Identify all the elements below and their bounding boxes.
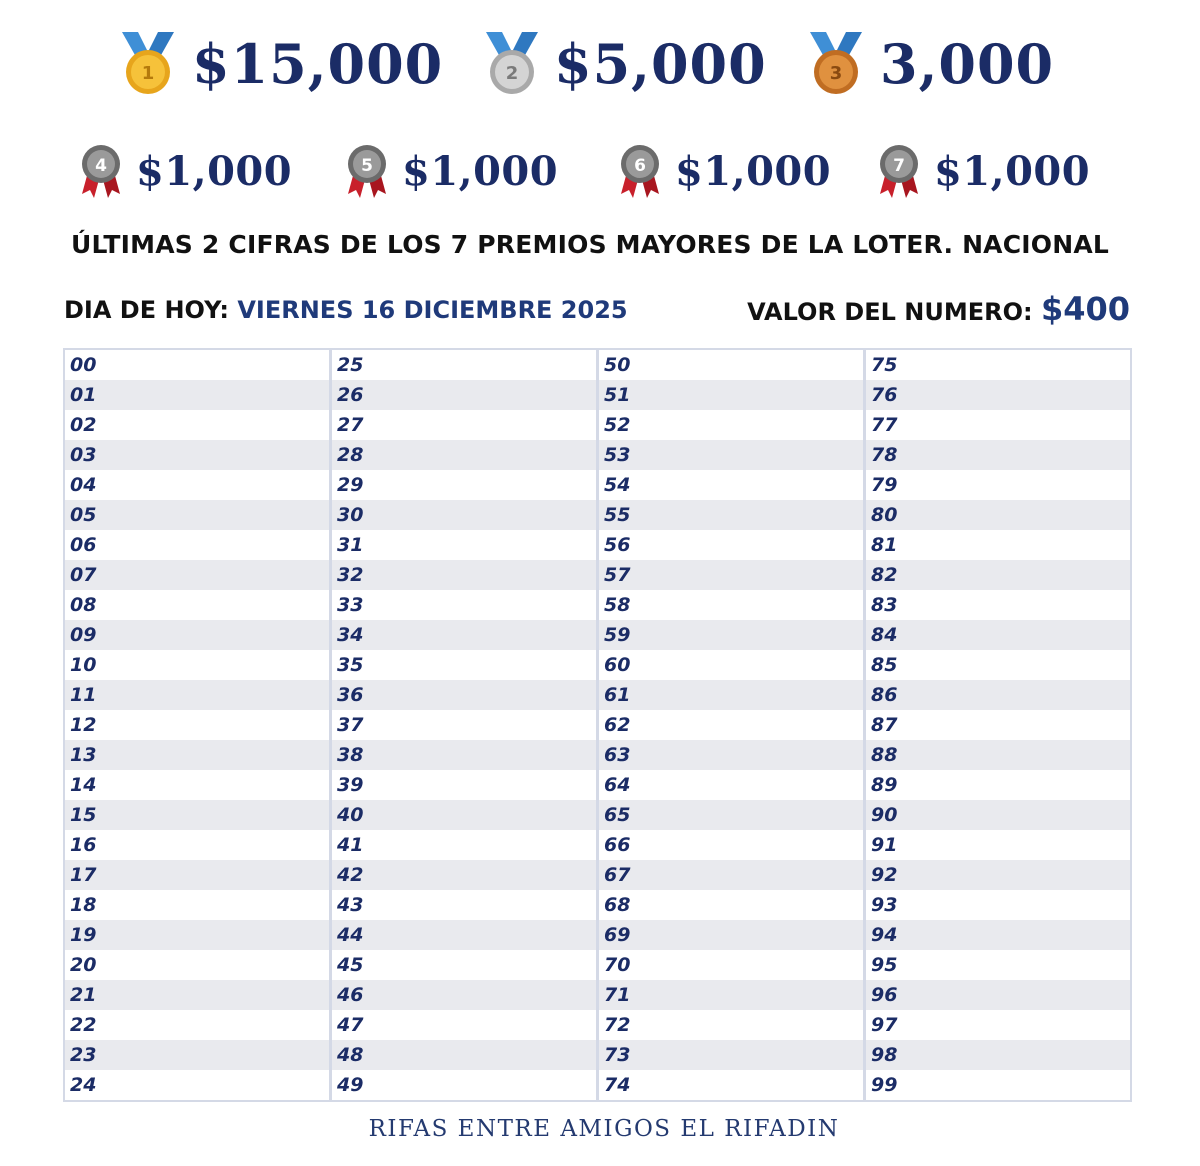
ribbon-medal-5-icon bbox=[344, 142, 390, 200]
ribbon-medal-6-icon bbox=[617, 142, 663, 200]
svg-text:1: 1 bbox=[141, 63, 155, 84]
number-cell[interactable]: 48 bbox=[332, 1040, 596, 1070]
number-cell[interactable]: 24 bbox=[70, 1074, 97, 1096]
number-cell[interactable]: 83 bbox=[871, 594, 898, 616]
bronze-medal-3-icon bbox=[806, 30, 866, 98]
price-line bbox=[747, 290, 1130, 328]
silver-medal-2-icon bbox=[482, 30, 542, 98]
number-cell[interactable]: 10 bbox=[70, 654, 97, 676]
number-cell[interactable]: 52 bbox=[604, 414, 631, 436]
number-cell[interactable]: 29 bbox=[337, 474, 364, 496]
number-cell[interactable]: 36 bbox=[332, 680, 596, 710]
number-cell[interactable]: 90 bbox=[866, 800, 1130, 830]
number-cell[interactable]: 22 bbox=[70, 1014, 97, 1036]
number-cell[interactable]: 59 bbox=[599, 620, 863, 650]
number-cell[interactable]: 46 bbox=[332, 980, 596, 1010]
number-cell[interactable]: 06 bbox=[70, 534, 97, 556]
numbers-column bbox=[332, 350, 599, 1100]
number-cell[interactable]: 37 bbox=[337, 714, 364, 736]
ribbon-medal-4-icon bbox=[78, 142, 124, 200]
number-cell[interactable]: 14 bbox=[70, 774, 97, 796]
number-cell[interactable]: 58 bbox=[604, 594, 631, 616]
prize-3 bbox=[806, 30, 1054, 98]
number-cell[interactable]: 56 bbox=[604, 534, 631, 556]
number-cell[interactable]: 88 bbox=[866, 740, 1130, 770]
number-cell[interactable]: 26 bbox=[332, 380, 596, 410]
number-cell[interactable]: 53 bbox=[599, 440, 863, 470]
prize-5-amount: $1,000 bbox=[402, 147, 559, 195]
day-value: VIERNES 16 DICIEMBRE 2025 bbox=[237, 296, 628, 324]
prize-4-amount: $1,000 bbox=[136, 147, 293, 195]
prize-4 bbox=[78, 142, 292, 200]
prize-6-amount: $1,000 bbox=[675, 147, 832, 195]
number-cell[interactable]: 35 bbox=[337, 654, 364, 676]
number-cell[interactable]: 62 bbox=[604, 714, 631, 736]
number-cell[interactable]: 76 bbox=[866, 380, 1130, 410]
number-cell[interactable]: 87 bbox=[871, 714, 898, 736]
number-cell[interactable]: 07 bbox=[65, 560, 329, 590]
number-cell[interactable]: 21 bbox=[65, 980, 329, 1010]
number-cell[interactable]: 19 bbox=[65, 920, 329, 950]
secondary-prizes-row bbox=[0, 142, 1200, 222]
number-cell[interactable]: 50 bbox=[604, 354, 631, 376]
number-cell[interactable]: 55 bbox=[599, 500, 863, 530]
prize-3-amount: 3,000 bbox=[880, 32, 1055, 96]
number-cell[interactable]: 94 bbox=[866, 920, 1130, 950]
number-cell[interactable]: 11 bbox=[65, 680, 329, 710]
number-cell[interactable]: 30 bbox=[332, 500, 596, 530]
number-cell[interactable]: 32 bbox=[332, 560, 596, 590]
number-cell[interactable]: 98 bbox=[866, 1040, 1130, 1070]
numbers-grid bbox=[63, 348, 1132, 1102]
ribbon-medal-7-icon bbox=[876, 142, 922, 200]
prize-7 bbox=[876, 142, 1090, 200]
number-cell[interactable]: 03 bbox=[65, 440, 329, 470]
number-cell[interactable]: 97 bbox=[871, 1014, 898, 1036]
day-line bbox=[64, 296, 628, 324]
number-cell[interactable]: 42 bbox=[332, 860, 596, 890]
number-cell[interactable]: 77 bbox=[871, 414, 898, 436]
number-cell[interactable]: 95 bbox=[871, 954, 898, 976]
svg-text:5: 5 bbox=[361, 156, 373, 176]
number-cell[interactable]: 08 bbox=[70, 594, 97, 616]
number-cell[interactable]: 34 bbox=[332, 620, 596, 650]
prize-7-amount: $1,000 bbox=[934, 147, 1091, 195]
number-cell[interactable]: 78 bbox=[866, 440, 1130, 470]
number-cell[interactable]: 54 bbox=[604, 474, 631, 496]
prize-5 bbox=[344, 142, 558, 200]
number-cell[interactable]: 60 bbox=[604, 654, 631, 676]
number-cell[interactable]: 41 bbox=[337, 834, 364, 856]
number-cell[interactable]: 12 bbox=[70, 714, 97, 736]
number-cell[interactable]: 00 bbox=[70, 354, 97, 376]
number-cell[interactable]: 51 bbox=[599, 380, 863, 410]
number-cell[interactable]: 86 bbox=[866, 680, 1130, 710]
number-cell[interactable]: 25 bbox=[337, 354, 364, 376]
number-cell[interactable]: 81 bbox=[871, 534, 898, 556]
number-cell[interactable]: 61 bbox=[599, 680, 863, 710]
prize-2-amount: $5,000 bbox=[554, 32, 767, 96]
number-cell[interactable]: 27 bbox=[337, 414, 364, 436]
number-cell[interactable]: 15 bbox=[65, 800, 329, 830]
number-cell[interactable]: 65 bbox=[599, 800, 863, 830]
number-cell[interactable]: 85 bbox=[871, 654, 898, 676]
number-cell[interactable]: 31 bbox=[337, 534, 364, 556]
number-cell[interactable]: 66 bbox=[604, 834, 631, 856]
number-cell[interactable]: 01 bbox=[65, 380, 329, 410]
footer-brand: RIFAS ENTRE AMIGOS EL RIFADIN bbox=[368, 1116, 840, 1142]
number-cell[interactable]: 57 bbox=[599, 560, 863, 590]
number-cell[interactable]: 89 bbox=[871, 774, 898, 796]
top-prizes-row bbox=[0, 30, 1200, 110]
number-cell[interactable]: 72 bbox=[604, 1014, 631, 1036]
number-cell[interactable]: 67 bbox=[599, 860, 863, 890]
price-label: VALOR DEL NUMERO: bbox=[747, 298, 1033, 326]
number-cell[interactable]: 99 bbox=[871, 1074, 898, 1096]
number-cell[interactable]: 05 bbox=[65, 500, 329, 530]
number-cell[interactable]: 71 bbox=[599, 980, 863, 1010]
number-cell[interactable]: 93 bbox=[871, 894, 898, 916]
subtitle: ÚLTIMAS 2 CIFRAS DE LOS 7 PREMIOS MAYORES DE LA LOTER. NACIONAL bbox=[70, 230, 1110, 259]
number-cell[interactable]: 70 bbox=[604, 954, 631, 976]
svg-text:2: 2 bbox=[505, 63, 519, 84]
number-cell[interactable]: 39 bbox=[337, 774, 364, 796]
number-cell[interactable]: 16 bbox=[70, 834, 97, 856]
number-cell[interactable]: 18 bbox=[70, 894, 97, 916]
number-cell[interactable]: 09 bbox=[65, 620, 329, 650]
svg-text:6: 6 bbox=[634, 156, 646, 176]
prize-1 bbox=[118, 30, 443, 98]
numbers-column bbox=[866, 350, 1130, 1100]
number-cell[interactable]: 63 bbox=[599, 740, 863, 770]
svg-text:4: 4 bbox=[95, 156, 107, 176]
prize-1-amount: $15,000 bbox=[192, 32, 444, 96]
svg-text:3: 3 bbox=[829, 63, 843, 84]
number-cell[interactable]: 68 bbox=[604, 894, 631, 916]
number-cell[interactable]: 45 bbox=[337, 954, 364, 976]
number-cell[interactable]: 47 bbox=[337, 1014, 364, 1036]
number-cell[interactable]: 02 bbox=[70, 414, 97, 436]
number-cell[interactable]: 49 bbox=[337, 1074, 364, 1096]
number-cell[interactable]: 84 bbox=[866, 620, 1130, 650]
number-cell[interactable]: 13 bbox=[65, 740, 329, 770]
price-value: $400 bbox=[1040, 290, 1130, 328]
number-cell[interactable]: 33 bbox=[337, 594, 364, 616]
number-cell[interactable]: 17 bbox=[65, 860, 329, 890]
number-cell[interactable]: 74 bbox=[604, 1074, 631, 1096]
number-cell[interactable]: 44 bbox=[332, 920, 596, 950]
number-cell[interactable]: 40 bbox=[332, 800, 596, 830]
number-cell[interactable]: 23 bbox=[65, 1040, 329, 1070]
numbers-column bbox=[65, 350, 332, 1100]
number-cell[interactable]: 75 bbox=[871, 354, 898, 376]
day-label: DIA DE HOY: bbox=[64, 296, 229, 324]
prize-2 bbox=[482, 30, 767, 98]
number-cell[interactable]: 73 bbox=[599, 1040, 863, 1070]
number-cell[interactable]: 80 bbox=[866, 500, 1130, 530]
number-cell[interactable]: 28 bbox=[332, 440, 596, 470]
svg-text:7: 7 bbox=[893, 156, 905, 176]
number-cell[interactable]: 38 bbox=[332, 740, 596, 770]
number-cell[interactable]: 79 bbox=[871, 474, 898, 496]
number-cell[interactable]: 92 bbox=[866, 860, 1130, 890]
number-cell[interactable]: 96 bbox=[866, 980, 1130, 1010]
number-cell[interactable]: 43 bbox=[337, 894, 364, 916]
gold-medal-1-icon bbox=[118, 30, 178, 98]
numbers-column bbox=[599, 350, 866, 1100]
number-cell[interactable]: 91 bbox=[871, 834, 898, 856]
number-cell[interactable]: 64 bbox=[604, 774, 631, 796]
number-cell[interactable]: 04 bbox=[70, 474, 97, 496]
number-cell[interactable]: 82 bbox=[866, 560, 1130, 590]
number-cell[interactable]: 20 bbox=[70, 954, 97, 976]
number-cell[interactable]: 69 bbox=[599, 920, 863, 950]
prize-6 bbox=[617, 142, 831, 200]
